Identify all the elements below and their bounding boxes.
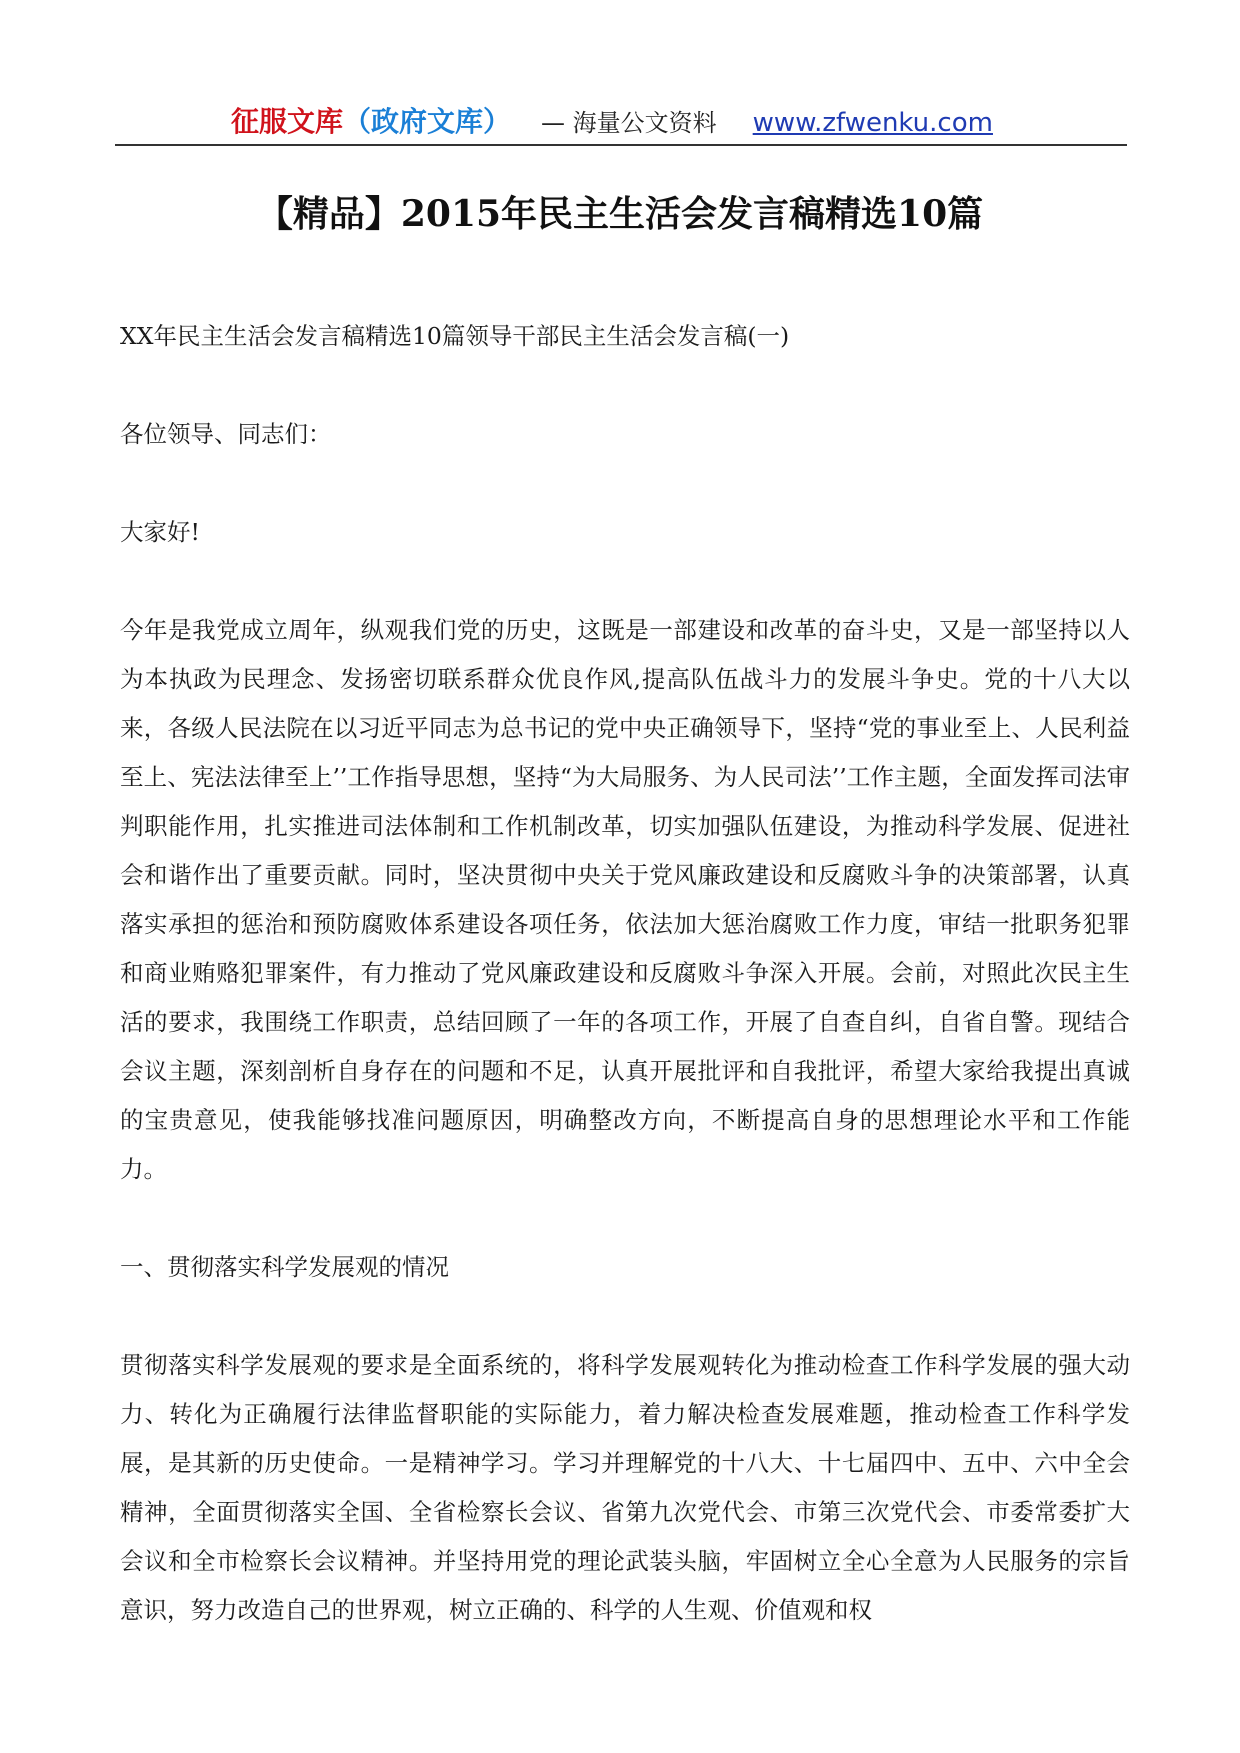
header-banner bbox=[231, 100, 993, 140]
document-title: 【精品】2015年民主生活会发言稿精选10篇 bbox=[256, 193, 984, 235]
brand-name: 征服文库 bbox=[231, 105, 344, 138]
body-paragraph: 贯彻落实科学发展观的要求是全面系统的，将科学发展观转化为推动检查工作科学发展的强大动力、转化为正确履行法律监督职能的实际能力，着力解决检查发展难题，推动检查工作科学发展，是其新的历史使命。一是精神学习。学习并理解党的十八大、十七届四中、五中、六中全会精神，全面贯彻落实全国、全省检察长会议、省第九次党代会、市第三次党代会、市委常委扩大会议和全市检察长会议精神。并坚持用党的理论武装头脑，牢固树立全心全意为人民服务的宗旨意识，努力改造自己的世界观，树立正确的、科学的人生观、价值观和权 bbox=[120, 1351, 1130, 1624]
salutation: 各位领导、同志们： bbox=[120, 420, 332, 448]
section-heading: 一、贯彻落实科学发展观的情况 bbox=[120, 1253, 449, 1281]
site-url-link[interactable]: www.zfwenku.com bbox=[752, 108, 993, 138]
header-slogan: — 海量公文资料 bbox=[541, 109, 717, 137]
page-header bbox=[115, 96, 1127, 146]
document-body bbox=[120, 312, 1130, 1684]
body-paragraph: 今年是我党成立周年，纵观我们党的历史，这既是一部建设和改革的奋斗史，又是一部坚持以人为本执政为民理念、发扬密切联系群众优良作风,提高队伍战斗力的发展斗争史。党的十八大以来，各级人民法院在以习近平同志为总书记的党中央正确领导下，坚持“党的事业至上、人民利益至上、宪法法律至上’’工作指导思想，坚持“为大局服务、为人民司法’’工作主题，全面发挥司法审判职能作用，扎实推进司法体制和工作机制改革，切实加强队伍建设，为推动科学发展、促进社会和谐作出了重要贡献。同时，坚决贯彻中央关于党风廉政建设和反腐败斗争的决策部署，认真落实承担的惩治和预防腐败体系建设各项任务，依法加大惩治腐败工作力度，审结一批职务犯罪和商业贿赂犯罪案件，有力推动了党风廉政建设和反腐败斗争深入开展。会前，对照此次民主生活的要求，我围绕工作职责，总结回顾了一年的各项工作，开展了自查自纠，自省自警。现结合会议主题，深刻剖析自身存在的问题和不足，认真开展批评和自我批评，希望大家给我提出真诚的宝贵意见，使我能够找准问题原因，明确整改方向，不断提高自身的思想理论水平和工作能力。 bbox=[120, 616, 1130, 1183]
brand-subtitle: （政府文库） bbox=[343, 105, 512, 138]
greeting: 大家好! bbox=[120, 518, 200, 546]
document-subtitle: XX年民主生活会发言稿精选10篇领导干部民主生活会发言稿(一) bbox=[120, 322, 790, 350]
